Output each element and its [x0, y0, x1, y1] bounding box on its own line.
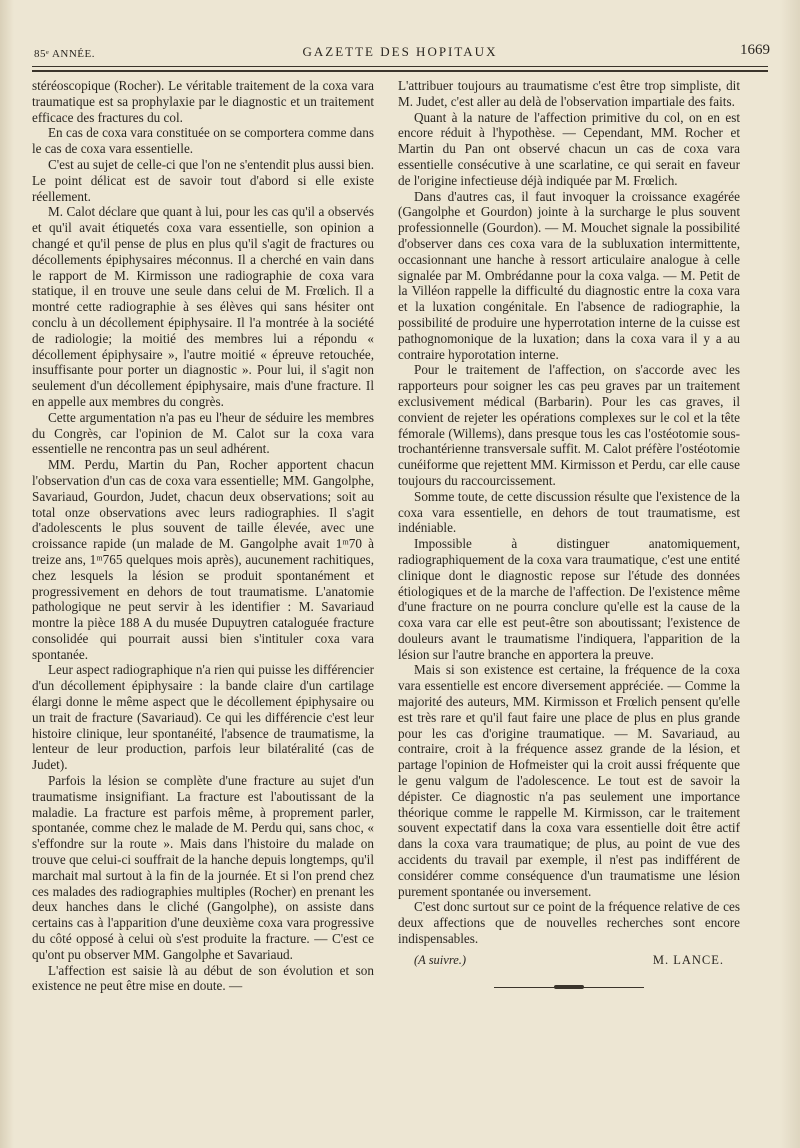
paragraph: L'affection est saisie là au début de son évolution et son existence ne peut être mise en doute. —: [32, 962, 374, 994]
paragraph: Dans d'autres cas, il faut invoquer la croissance exagérée (Gangolphe et Gourdon) jointe à la surcharge le plus souvent professionnelle (Gourdon). — M. Mouchet signale la possibilité d'observer dans ces coxa vara de la subluxation intermittente, occasionnant une hanche à ressort articulaire analogue à celle signalée par M. Ombrédanne pour la coxa valga. — M. Petit de la Villéon rappelle la difficulté du diagnostic entre la coxa vara et la luxation congénitale. En l'absence de radiographie, la possibilité de produire une hyperrotation interne de la cuisse est pathognomonique de la luxation; dans la coxa vara il y a au contraire hyporotation interne.: [398, 188, 740, 362]
paragraph: MM. Perdu, Martin du Pan, Rocher apportent chacun l'observation d'un cas de coxa vara essentielle; MM. Gangolphe, Savariaud, Gourdon, Judet, chacun deux observations; soit au total onze observations avec leurs radiographies. Il s'agit d'adolescents le plus souvent de taille élevée, avec une croissance rapide (un malade de M. Gangolphe avait 1ᵐ70 à treize ans, 1ᵐ765 quelques mois après), aucunement rachitiques, chez lesquels la lésion se produit spontanément et progressivement en dehors de tout traumatisme. L'anatomie pathologique ne peut servir à les identifier : M. Savariaud montre la pièce 188 A du musée Dupuytren cataloguée fracture consolidée qui pourrait aussi bien s'intituler coxa vara spontanée.: [32, 457, 374, 662]
paragraph: stéréoscopique (Rocher). Le véritable traitement de la coxa vara traumatique est sa prophylaxie par le diagnostic et un traitement efficace des fractures du col.: [32, 78, 374, 125]
to-be-continued: (A suivre.): [414, 952, 467, 967]
right-column: [398, 78, 740, 991]
paragraph: C'est donc surtout sur ce point de la fréquence relative de ces deux affections que de nouvelles recherches sont encore indispensables.: [398, 899, 740, 947]
issue-label: 85ᵉ ANNÉE.: [34, 48, 95, 60]
left-column: [32, 78, 374, 994]
end-ornament-rule: [494, 985, 644, 991]
paragraph: Cette argumentation n'a pas eu l'heur de séduire les membres du Congrès, car l'opinion de M. Calot sur la coxa vara essentielle ne rencontra pas un seul adhérent.: [32, 409, 374, 457]
signature-line: [398, 953, 740, 969]
paragraph: Parfois la lésion se complète d'une fracture au sujet d'un traumatisme insignifiant. La fracture est l'aboutissant de la maladie. La fracture est parfois même, à proprement parler, spontanée, comme chez le malade de M. Perdu qui, sans choc, « s'effondre sur la route ». Mais dans l'histoire du malade on trouve que celui-ci souffrait de la hanche depuis longtemps, qu'il marchait mal surtout à la fin de la journée. Et si l'on prend chez ces malades des radiographies multiples (Rocher) en prenant les deux hanches dans le cliché (Gangolphe), on assiste dans certains cas à l'apparition d'une deuxième coxa vara progressive du côté opposé à celui où s'est produite la fracture. — C'est ce qu'ont pu observer MM. Gangolphe et Savariaud.: [32, 773, 374, 962]
paragraph: Leur aspect radiographique n'a rien qui puisse les différencier d'un décollement épiphysaire : la bande claire d'un cartilage élargi donne le même aspect que le décollement épiphysaire ou un trait de fracture (Savariaud). Ce qui les différencie c'est leur histoire clinique, leur spontanéité, l'absence de traumatisme, la lenteur de leur production, parfois leur bilatéralité (cas de Judet).: [32, 662, 374, 773]
paragraph: En cas de coxa vara constituée on se comportera comme dans le cas de coxa vara essentielle.: [32, 125, 374, 157]
paragraph: L'attribuer toujours au traumatisme c'est être trop simpliste, dit M. Judet, c'est aller au delà de l'observation impartiale des faits.: [398, 78, 740, 109]
paragraph: Pour le traitement de l'affection, on s'accorde avec les rapporteurs pour soigner les cas peu graves par un traitement exclusivement médical (Barbarin). Pour les cas graves, il convient de rejeter les opérations complexes sur le col et la tête fémorale (Willems), dans presque tous les cas l'ostéotomie sous-trochantérienne transversale suffit. M. Calot préfère l'ostéotomie cunéiforme que rejettent MM. Kirmisson et Perdu, car elle cause toujours du raccourcissement.: [398, 362, 740, 488]
page-number: 1669: [740, 42, 770, 58]
journal-title: GAZETTE DES HOPITAUX: [302, 44, 498, 59]
header-rule-thin: [32, 66, 768, 67]
paragraph: Quant à la nature de l'affection primitive du col, on en est encore réduit à l'hypothèse. — Cependant, MM. Rocher et Martin du Pan ont observé chacun un cas de coxa vara essentielle consécutive à une scarlatine, ce qui serait en faveur de l'origine infectieuse déjà indiquée par M. Frœlich.: [398, 109, 740, 188]
paragraph: Mais si son existence est certaine, la fréquence de la coxa vara essentielle est encore diversement appréciée. — Comme la majorité des auteurs, MM. Kirmisson et Frœlich pensent qu'elle est très rare et qu'il faut faire une place de plus en plus grande pour les cas d'origine traumatique. — M. Savariaud, au contraire, croit à la fréquence assez grande de la lésion, et partage l'opinion de Hofmeister qui la croit aussi fréquente que le genu valgum de l'adolescence. Le tout est de savoir la dépister. Ce diagnostic n'a pas seulement une importance théorique comme le rappelle M. Kirmisson, car le traitement souvent expectatif dans la coxa vara essentielle doit être actif dans la coxa vara traumatique; de plus, au point de vue des accidents du travail par exemple, il n'est pas indifférent de considérer comme conséquence d'un traumatisme une lésion purement spontanée ou inversement.: [398, 662, 740, 899]
paragraph: Somme toute, de cette discussion résulte que l'existence de la coxa vara essentielle, en dehors de tout traumatisme, est indéniable.: [398, 488, 740, 536]
paragraph: C'est au sujet de celle-ci que l'on ne s'entendit plus aussi bien. Le point délicat est de savoir tout d'abord si elle existe réellement.: [32, 156, 374, 204]
paragraph: Impossible à distinguer anatomiquement, radiographiquement de la coxa vara traumatique, c'est une entité clinique dont le diagnostic repose sur l'étude des données étiologiques et de la marche de l'affection. De l'existence même d'une fracture on ne pourra conclure qu'elle est la cause de la coxa vara car elle est peut-être son aboutissant; l'existence de douleurs avant le traumatisme l'indiquera, l'apparition de la lésion sur l'autre branche en apportera la preuve.: [398, 536, 740, 662]
paragraph: M. Calot déclare que quant à lui, pour les cas qu'il a observés et qu'il avait étiquetés coxa vara essentielle, son opinion a changé et qu'il pense de plus en plus qu'il s'agit de fractures ou décollements épiphysaires méconnus. Il a cherché en vain dans le rapport de M. Kirmisson une radiographie de coxa vara statique, il en trouve une seule dans celui de M. Frœlich. Il a montré cette radiographie à ses élèves qui sans hésiter ont conclu à un décollement épiphysaire. Il l'a montrée à la société de radiologie; la moitié des membres lui a répondu « décollement épiphysaire », l'autre moitié « épreuve retouchée, insuffisante pour porter un diagnostic ». Pour lui, il s'agit non seulement d'un décollement épiphysaire, mais d'une fracture. Il en appelle aux membres du congrès.: [32, 204, 374, 409]
page-header: [30, 40, 770, 66]
header-rule-thick: [32, 70, 768, 72]
author-signature: M. LANCE.: [652, 952, 724, 967]
